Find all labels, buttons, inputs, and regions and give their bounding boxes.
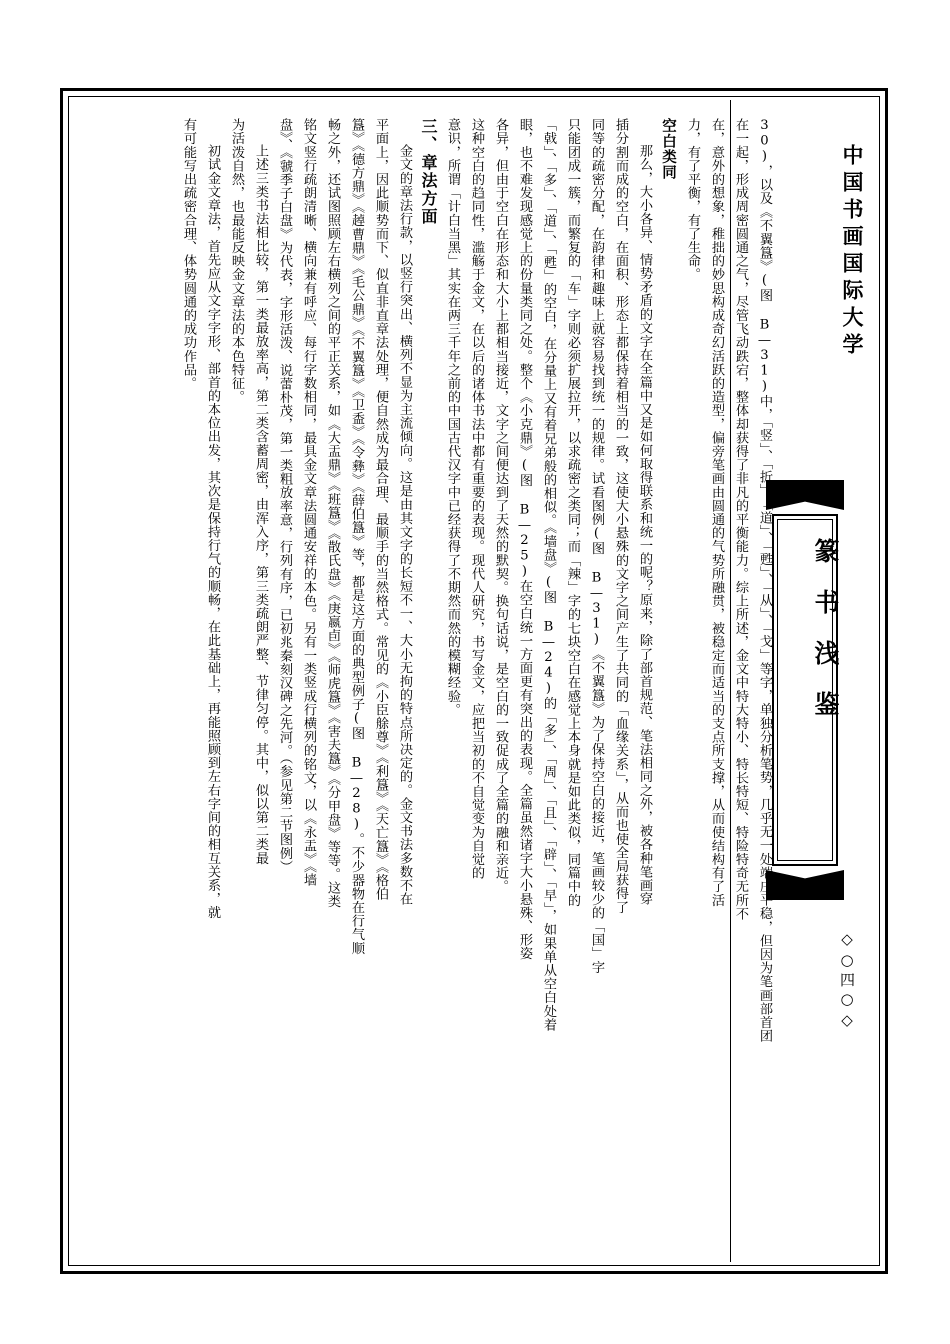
book-title-banner <box>766 480 844 900</box>
text-column: 力，有了平衡，有了生命。 <box>685 118 700 282</box>
text-column: 盘》、《虢季子白盘》为代表，字形活泼、说蕾朴茂，第一类粗放率意，行列有序，已初兆秦刻汉碑之先河。（参见第二节图例） <box>277 118 292 874</box>
text-column: 30)，以及《不翼簋》(图 B—31)中，「竖」、「折」、「道」、「甦」、「从」、「戈」等字，单独分析笔势，几乎无一处端庄平稳，但因为笔画部首团 <box>757 118 772 1043</box>
text-column: 只能团成一簇，而繁复的「车」字则必须扩展拉开，以求疏密之类同；而「辣」字的七块空白在感觉上本身就是如此类似，同篇中的 <box>565 118 580 907</box>
book-title-label: 篆书浅鉴 <box>811 538 840 742</box>
text-column: 三、章法方面 <box>419 118 438 226</box>
page-number: ◇○四○◇ <box>838 930 856 1032</box>
text-column: 有可能写出疏密合理、体势圆通的成功作品。 <box>181 118 196 390</box>
banner-cap-bottom-icon <box>766 870 844 900</box>
body-text <box>86 118 776 1238</box>
text-column: 空白类同 <box>660 118 677 180</box>
text-column: 插分割而成的空白，在面积、形态上都保持着相当的一致，这使大小悬殊的文字之间产生了共同的「血缘关系」，从而也使全局获得了 <box>613 118 628 914</box>
text-column: 初试金文章法，首先应从文字字形、部首的本位出发，其次是保持行气的顺畅，在此基础上，再能照顾到左右字间的相互关系，就 <box>205 144 220 920</box>
text-column: 那么，大小各异、情势矛盾的文字在全篇中又是如何取得联系和统一的呢？原来，除了部首规范、笔法相同之外，被各种笔画穿 <box>637 144 652 906</box>
text-column: 意识，所谓「计白当黑」其实在两三千年之前的中国古代汉字中已经获得了不期然而然的模糊经验。 <box>445 118 460 717</box>
text-column: 上述三类书法相比较，第一类最放率高，第二类含蓄周密，由浑入序，第三类疏朗严整、节律匀停。其中，似以第二类最 <box>253 144 268 865</box>
text-column: 畅之外，还试图照顾左右横列之间的平正关系，如《大盂鼎》《班簋》《散氏盘》《庚嬴卣》《师虎簋》《害夫簋》《分甲盘》等等。这类 <box>325 118 340 908</box>
publisher-title: 中国书画国际大学 <box>840 144 865 360</box>
text-column: 簋》《德方鼎》《趠曹鼎》《毛公鼎》《不翼簋》《卫盉》《令彝》《薛伯簋》等，都是这方面的典型例子(图 B—28)。不少器物在行气顺 <box>349 118 364 955</box>
text-column: 在，意外的想象，稚拙的妙思构成奇幻活跃的造型，偏旁笔画由圆通的气势所融贯，被稳定而适当的支点所支撑，从而使结构有了活 <box>709 118 724 907</box>
text-column: 铭文竖行疏朗清晰、横向兼有呼应、每行字数相同，最具金文章法圆通安祥的本色。另有一类竖成行横列的铭文，以《永盂》《墙 <box>301 118 316 887</box>
text-column: 各异，但由于空白在形态和大小上都相当接近，文字之间便达到了天然的默契。换句话说，是空白的一致促成了全篇的融和亲近。 <box>493 118 508 894</box>
text-column: 「戟」、「多」、「道」、「甦」的空白，在分量上又有着兄弟般的相似。《墙盘》(图 B—24)的「多」、「周」、「且」、「辟」、「早」，如果单从空白处着 <box>541 118 556 1032</box>
text-column: 金文的章法行款，以竖行突出、横列不显为主流倾向。这是由其文字的长短不一、大小无拘的特点所决定的。金文书法多数不在 <box>397 144 412 906</box>
text-column: 为活泼自然，也最能反映金文章法的本色特征。 <box>229 118 244 404</box>
text-column: 这种空白的趋同性，滥觞于金文，在以后的诸体书法中都有重要的表现。现代人研究，书写金文，应把当初的不自觉变为自觉的 <box>469 118 484 880</box>
text-column: 同等的疏密分配，在韵律和趣味上就容易找到统一的规律。试看图例(图 B—31)《不翼簋》为了保持空白的接近，笔画较少的「国」字 <box>589 118 604 974</box>
text-column: 眼，也不难发现感觉上的份量类同之处。整个《小克鼎》(图 B—25)在空白统一方面更有突出的表现。全篇虽然诸字大小悬殊、形姿 <box>517 118 532 961</box>
text-column: 在一起，形成周密圆通之气，尽管飞动跌宕，整体却获得了非凡的平衡能力。综上所述，金文中特大特小、特长特短、特险特奇无所不 <box>733 118 748 921</box>
text-column: 平面上，因此顺势而下、似直非直章法处理，便自然成为最合理、最顺手的当然格式。常见的《小臣艅尊》《利簋》《天亡簋》《格伯 <box>373 118 388 901</box>
banner-cap-top-icon <box>766 480 844 510</box>
